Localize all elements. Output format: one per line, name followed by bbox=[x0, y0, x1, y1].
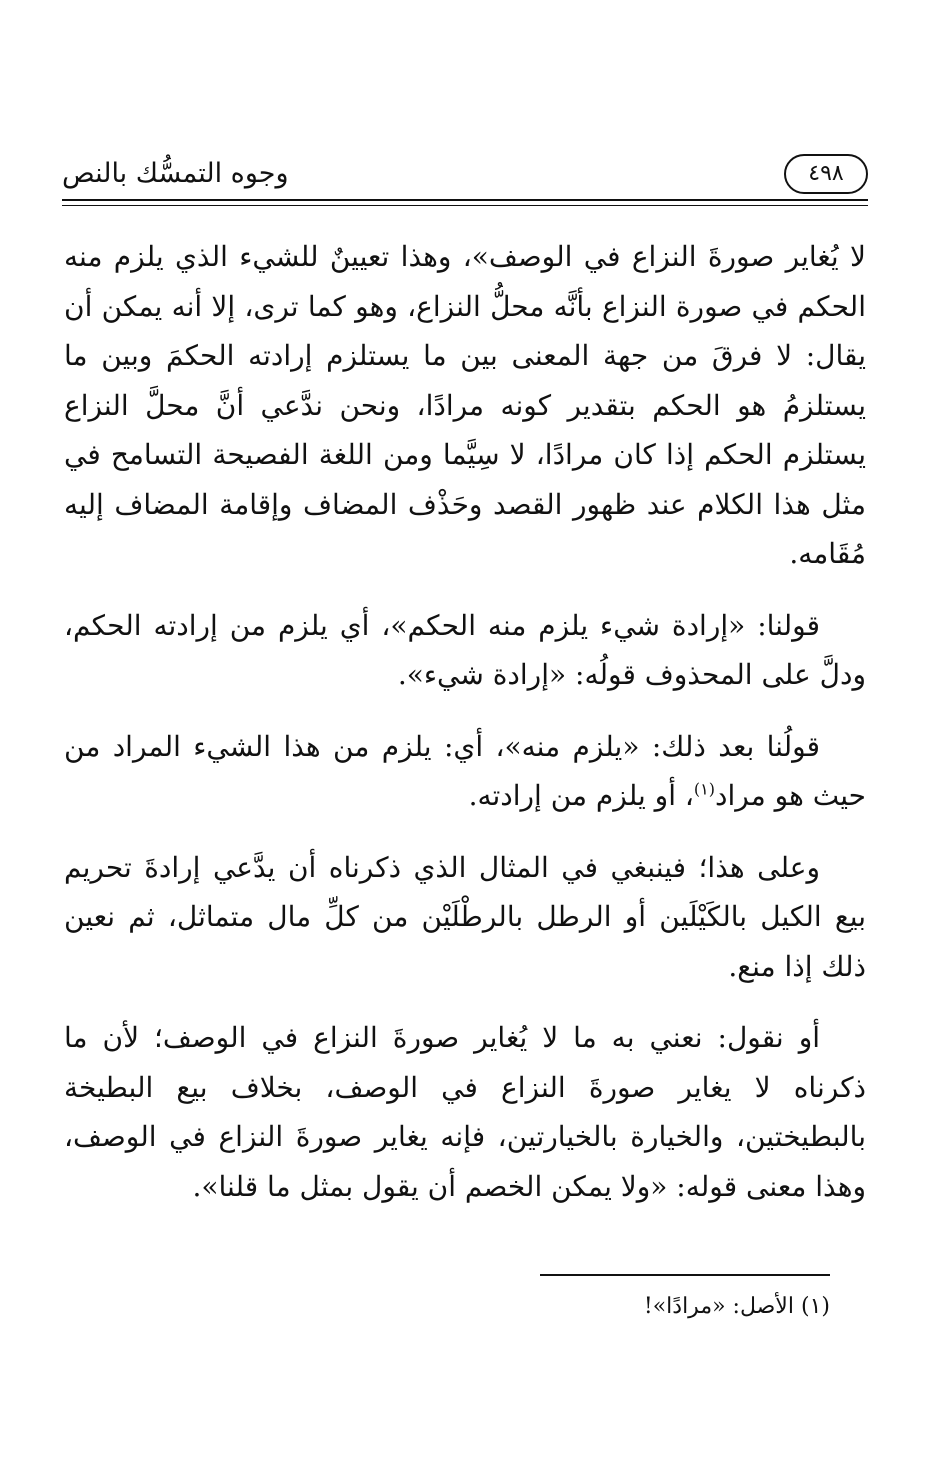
page-number-badge: ٤٩٨ bbox=[784, 154, 868, 194]
footnote bbox=[400, 1290, 830, 1324]
footnote-reference: (١) bbox=[693, 779, 716, 799]
running-title: وجوه التمسُّك بالنص bbox=[62, 158, 289, 189]
paragraph-3-text-end: ، أو يلزم من إرادته. bbox=[468, 779, 694, 812]
footnote-marker: (١) bbox=[800, 1294, 830, 1319]
header-rule-thin bbox=[62, 205, 868, 206]
paragraph-5: أو نقول: نعني به ما لا يُغاير صورةَ النزاع في الوصف؛ لأن ما ذكرناه لا يغاير صورةَ النزاع في الوصف، بخلاف بيع البطيخة بالبطيختين، والخيارة بالخيارتين، فإنه يغاير صورةَ النزاع في الوصف، وهذا معنى قوله: «ولا يمكن الخصم أن يقول بمثل ما قلنا». bbox=[64, 1021, 866, 1203]
header-rule-thick bbox=[62, 199, 868, 201]
paragraph-1: لا يُغاير صورةَ النزاع في الوصف»، وهذا تعيينٌ للشيء الذي يلزم منه الحكم في صورة النزاع بأنَّه محلُّ النزاع، وهو كما ترى، إلا أنه يمكن أن يقال: لا فرقَ من جهة المعنى بين ما يستلزم إرادته الحكمَ وبين ما يستلزمُ هو الحكم بتقدير كونه مرادًا، ونحن ندَّعي أنَّ محلَّ النزاع يستلزم الحكم إذا كان مرادًا، لا سِيَّما ومن اللغة الفصيحة التسامح في مثل هذا الكلام عند ظهور القصد وحَذْف المضاف وإقامة المضاف إليه مُقَامه. bbox=[64, 240, 866, 570]
paragraph-3-text-start: قولُنا بعد ذلك: «يلزم منه»، أي: يلزم من هذا الشيء المراد من حيث هو مراد bbox=[64, 729, 866, 812]
main-text bbox=[64, 232, 866, 1233]
footnote-text: الأصل: «مرادًا»! bbox=[643, 1294, 794, 1319]
footnote-separator bbox=[540, 1274, 830, 1276]
paragraph-4: وعلى هذا؛ فينبغي في المثال الذي ذكرناه أن يدَّعي إرادةَ تحريم بيع الكيل بالكَيْلَين أو الرطل بالرطْلَيْن من كلِّ مال متماثل، ثم نعين ذلك إذا منع. bbox=[64, 850, 866, 983]
paragraph-3 bbox=[64, 722, 866, 821]
paragraph-2: قولنا: «إرادة شيء يلزم منه الحكم»، أي يلزم من إرادته الحكم، ودلَّ على المحذوف قولُه: «إرادة شيء». bbox=[64, 608, 866, 691]
